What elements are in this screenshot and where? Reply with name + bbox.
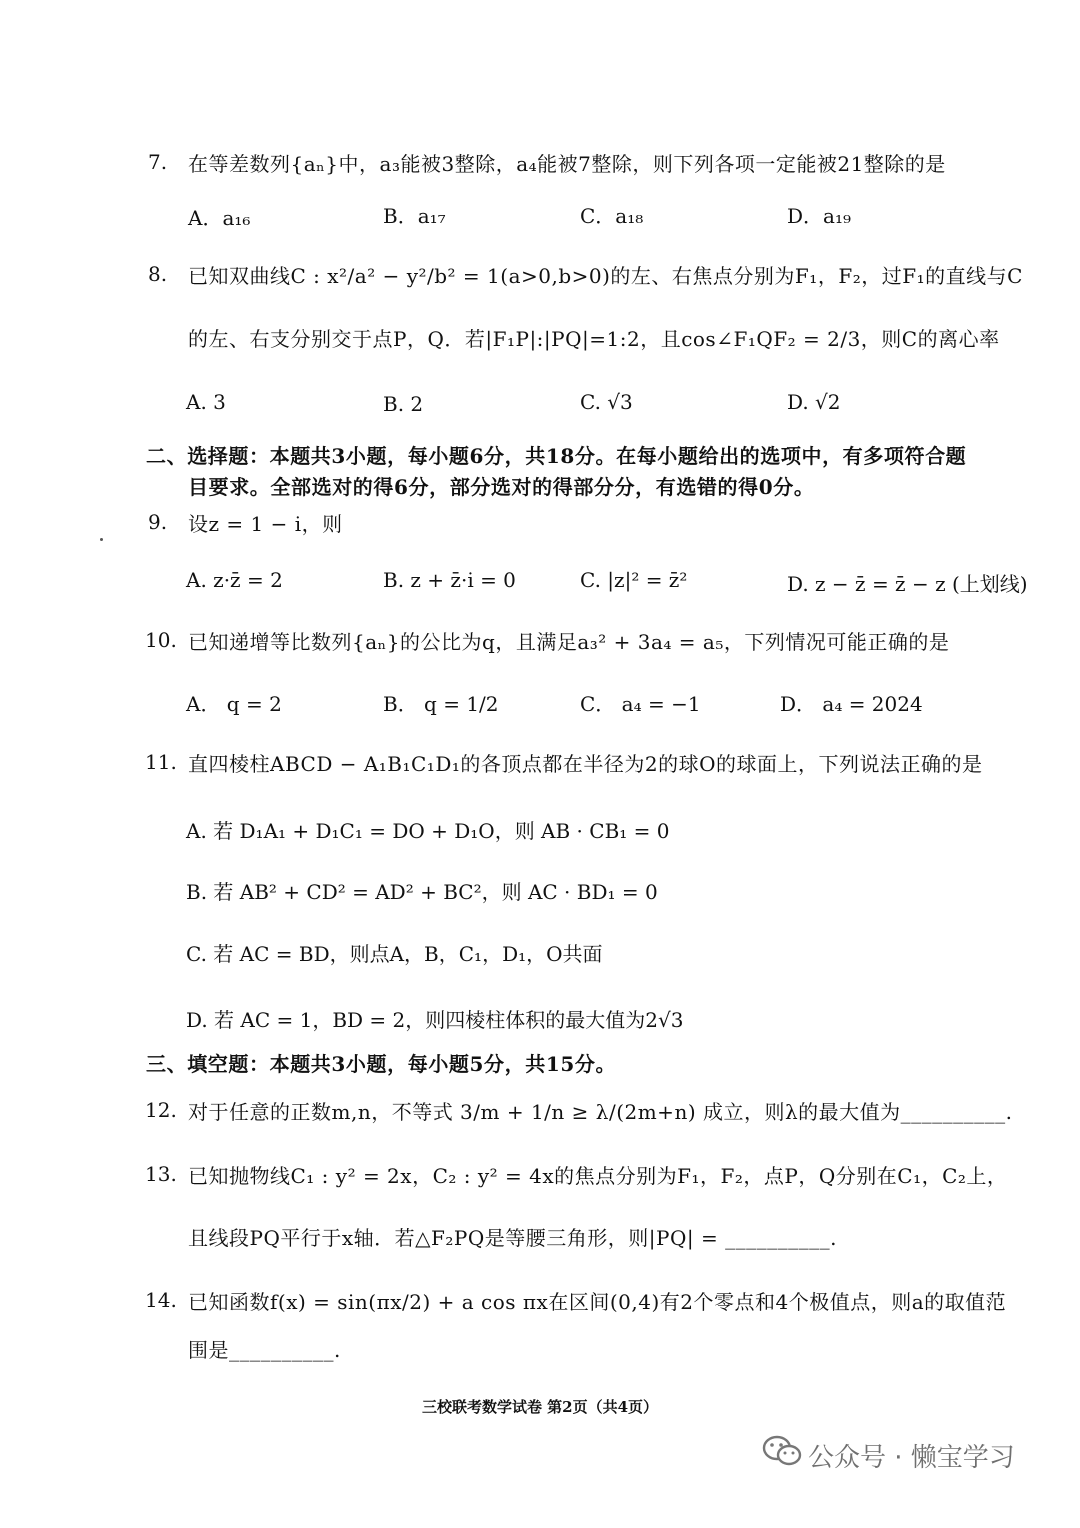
question-11-text: 直四棱柱ABCD − A₁B₁C₁D₁的各顶点都在半径为2的球O的球面上，下列说法正确的是 bbox=[188, 752, 983, 776]
question-number: 9. bbox=[148, 510, 168, 534]
option-a: A．a₁₆ bbox=[188, 206, 251, 230]
option-c: C. 若 AC = BD，则点A，B，C₁，D₁，O共面 bbox=[186, 942, 603, 966]
option-a: A. z·z̄ = 2 bbox=[186, 568, 283, 592]
question-number: 13. bbox=[145, 1162, 177, 1186]
option-b: B. 若 AB² + CD² = AD² + BC²，则 AC · BD₁ = 0 bbox=[186, 880, 658, 904]
option-d: D． a₄ = 2024 bbox=[780, 692, 923, 716]
option-d: D．a₁₉ bbox=[787, 204, 851, 228]
question-14-line-1: 已知函数f(x) = sin(πx/2) + a cos πx在区间(0,4)有2个零点和4个极值点，则a的取值范 bbox=[188, 1290, 1007, 1314]
section-2-heading-cont: 目要求。全部选对的得6分，部分选对的得部分分，有选错的得0分。 bbox=[188, 475, 815, 499]
question-13-line-1: 已知抛物线C₁ : y² = 2x，C₂ : y² = 4x的焦点分别为F₁，F₂，点P，Q分别在C₁，C₂上， bbox=[188, 1164, 1008, 1188]
option-c: C．a₁₈ bbox=[580, 204, 644, 228]
question-10-text: 已知递增等比数列{aₙ}的公比为q，且满足a₃² + 3a₄ = a₅，下列情况可能正确的是 bbox=[188, 630, 950, 654]
option-b: B． q = 1/2 bbox=[383, 692, 499, 716]
option-a: A. 若 D₁A₁ + D₁C₁ = DO + D₁O，则 AB · CB₁ = 0 bbox=[186, 819, 670, 843]
option-d: D. √2 bbox=[787, 390, 841, 414]
question-8-line-1: 已知双曲线C : x²/a² − y²/b² = 1(a>0,b>0)的左、右焦点分别为F₁，F₂，过F₁的直线与C bbox=[188, 264, 1023, 288]
question-number: 8. bbox=[148, 262, 168, 286]
question-12-text: 对于任意的正数m,n，不等式 3/m + 1/n ≥ λ/(2m+n) 成立，则λ的最大值为__________. bbox=[188, 1100, 1013, 1124]
option-b: B. z + z̄·i = 0 bbox=[383, 568, 516, 592]
question-number: 12. bbox=[145, 1098, 177, 1122]
option-a: A. 3 bbox=[186, 390, 226, 414]
option-a: A． q = 2 bbox=[186, 692, 282, 716]
section-3-heading: 三、填空题：本题共3小题，每小题5分，共15分。 bbox=[146, 1052, 617, 1076]
option-b: B. 2 bbox=[383, 392, 424, 416]
section-2-heading: 二、选择题：本题共3小题，每小题6分，共18分。在每小题给出的选项中，有多项符合题 bbox=[146, 444, 967, 468]
option-c: C． a₄ = −1 bbox=[580, 692, 701, 716]
question-8-line-2: 的左、右支分别交于点P，Q．若|F₁P|:|PQ|=1:2，且cos∠F₁QF₂ = 2/3，则C的离心率 bbox=[188, 327, 1000, 351]
question-14-line-2: 围是__________. bbox=[188, 1338, 341, 1362]
page-footer: 三校联考数学试卷 第2页（共4页） bbox=[421, 1398, 659, 1416]
question-13-line-2: 且线段PQ平行于x轴．若△F₂PQ是等腰三角形，则|PQ| = __________. bbox=[188, 1226, 837, 1250]
wechat-icon bbox=[762, 1434, 802, 1468]
question-number: 11. bbox=[145, 750, 177, 774]
question-7-text: 在等差数列{aₙ}中，a₃能被3整除，a₄能被7整除，则下列各项一定能被21整除的是 bbox=[188, 152, 946, 176]
option-c: C. |z|² = z̄² bbox=[580, 568, 688, 592]
question-9-text: 设z = 1 − i，则 bbox=[188, 512, 343, 536]
question-number: 10. bbox=[145, 628, 177, 652]
option-d: D. 若 AC = 1，BD = 2，则四棱柱体积的最大值为2√3 bbox=[186, 1008, 684, 1032]
option-c: C. √3 bbox=[580, 390, 633, 414]
question-number: 14. bbox=[145, 1288, 177, 1312]
option-d: D. z − z̄ = z̄ − z (上划线) bbox=[787, 572, 1028, 596]
question-number: 7. bbox=[148, 150, 168, 174]
option-b: B．a₁₇ bbox=[383, 204, 446, 228]
speck bbox=[100, 538, 103, 541]
watermark-text: 公众号 · 懒宝学习 bbox=[808, 1443, 1015, 1473]
